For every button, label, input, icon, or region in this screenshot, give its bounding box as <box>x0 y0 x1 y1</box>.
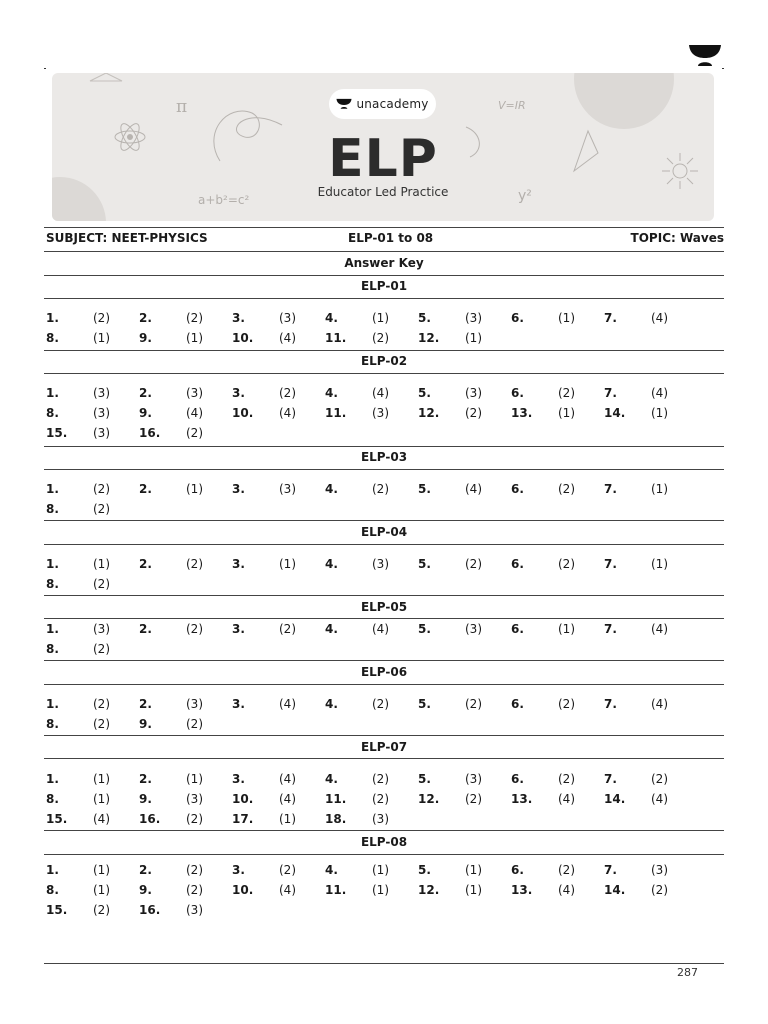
answer-option: (1) <box>651 406 668 420</box>
divider <box>44 446 724 447</box>
section-title: ELP-08 <box>360 835 408 849</box>
answer-option: (1) <box>465 883 482 897</box>
question-number: 8. <box>46 717 59 731</box>
answer-option: (4) <box>651 311 668 325</box>
divider <box>44 595 724 596</box>
answer-option: (2) <box>186 622 203 636</box>
question-number: 11. <box>325 406 347 420</box>
brand-name: unacademy <box>356 97 429 111</box>
question-number: 5. <box>418 386 431 400</box>
question-number: 2. <box>139 557 152 571</box>
answer-option: (4) <box>651 697 668 711</box>
answer-option: (4) <box>279 697 296 711</box>
answer-option: (3) <box>93 406 110 420</box>
answer-option: (3) <box>279 482 296 496</box>
question-number: 5. <box>418 772 431 786</box>
answer-option: (2) <box>186 717 203 731</box>
answer-option: (2) <box>93 482 110 496</box>
answer-option: (3) <box>279 311 296 325</box>
answer-option: (4) <box>651 386 668 400</box>
divider <box>44 251 724 252</box>
question-number: 1. <box>46 482 59 496</box>
answer-option: (1) <box>558 311 575 325</box>
question-number: 13. <box>511 792 533 806</box>
answer-option: (2) <box>372 697 389 711</box>
question-number: 2. <box>139 697 152 711</box>
footer-divider <box>44 963 724 964</box>
question-number: 9. <box>139 717 152 731</box>
question-number: 9. <box>139 883 152 897</box>
divider <box>44 373 724 374</box>
answer-option: (3) <box>186 697 203 711</box>
question-number: 15. <box>46 903 68 917</box>
question-number: 16. <box>139 426 161 440</box>
question-number: 13. <box>511 406 533 420</box>
question-number: 3. <box>232 697 245 711</box>
question-number: 5. <box>418 622 431 636</box>
answer-option: (2) <box>558 772 575 786</box>
answer-option: (2) <box>279 386 296 400</box>
question-number: 8. <box>46 642 59 656</box>
question-number: 7. <box>604 863 617 877</box>
question-number: 9. <box>139 331 152 345</box>
answer-option: (4) <box>558 883 575 897</box>
answer-option: (2) <box>186 883 203 897</box>
question-number: 3. <box>232 482 245 496</box>
question-number: 3. <box>232 863 245 877</box>
divider <box>44 520 724 521</box>
answer-option: (4) <box>651 792 668 806</box>
doodle-pi: π <box>176 97 188 117</box>
answer-option: (2) <box>558 697 575 711</box>
section-title: ELP-03 <box>360 450 408 464</box>
answer-option: (2) <box>651 883 668 897</box>
answer-option: (1) <box>465 863 482 877</box>
question-number: 1. <box>46 557 59 571</box>
answer-option: (3) <box>465 386 482 400</box>
question-number: 5. <box>418 482 431 496</box>
answer-option: (3) <box>186 903 203 917</box>
answer-option: (2) <box>279 622 296 636</box>
unacademy-logo <box>329 89 436 119</box>
question-number: 10. <box>232 792 254 806</box>
divider <box>44 298 724 299</box>
question-number: 14. <box>604 406 626 420</box>
question-number: 6. <box>511 697 524 711</box>
answer-option: (4) <box>279 772 296 786</box>
subject-row <box>46 231 724 247</box>
question-number: 4. <box>325 772 338 786</box>
answer-option: (1) <box>186 331 203 345</box>
divider <box>44 227 724 228</box>
answer-option: (2) <box>93 642 110 656</box>
answer-option: (1) <box>651 482 668 496</box>
question-number: 12. <box>418 883 440 897</box>
question-number: 4. <box>325 697 338 711</box>
question-number: 4. <box>325 622 338 636</box>
question-number: 2. <box>139 482 152 496</box>
answer-option: (4) <box>186 406 203 420</box>
question-number: 3. <box>232 386 245 400</box>
question-number: 1. <box>46 863 59 877</box>
answer-option: (2) <box>372 482 389 496</box>
answer-option: (2) <box>465 557 482 571</box>
question-number: 5. <box>418 863 431 877</box>
question-number: 1. <box>46 311 59 325</box>
question-number: 7. <box>604 622 617 636</box>
answer-option: (2) <box>93 697 110 711</box>
answer-option: (3) <box>93 386 110 400</box>
unacademy-icon <box>336 98 352 110</box>
banner-title: ELP <box>328 129 438 189</box>
divider <box>44 350 724 351</box>
section-title: ELP-02 <box>360 354 408 368</box>
answer-option: (2) <box>186 557 203 571</box>
question-number: 4. <box>325 863 338 877</box>
answer-option: (2) <box>186 863 203 877</box>
question-number: 14. <box>604 883 626 897</box>
answer-option: (1) <box>93 792 110 806</box>
question-number: 4. <box>325 482 338 496</box>
question-number: 2. <box>139 386 152 400</box>
question-number: 7. <box>604 311 617 325</box>
divider <box>44 684 724 685</box>
answer-option: (2) <box>279 863 296 877</box>
answer-option: (1) <box>372 863 389 877</box>
answer-option: (2) <box>93 311 110 325</box>
answer-option: (4) <box>372 386 389 400</box>
question-number: 18. <box>325 812 347 826</box>
elp-banner <box>52 73 714 221</box>
question-number: 15. <box>46 812 68 826</box>
answer-option: (4) <box>279 792 296 806</box>
answer-option: (4) <box>279 406 296 420</box>
answer-option: (2) <box>372 792 389 806</box>
answer-option: (2) <box>186 426 203 440</box>
section-title: ELP-05 <box>360 600 408 614</box>
answer-option: (1) <box>186 772 203 786</box>
question-number: 17. <box>232 812 254 826</box>
divider <box>44 830 724 831</box>
question-number: 7. <box>604 772 617 786</box>
answer-option: (1) <box>558 622 575 636</box>
answer-option: (2) <box>465 406 482 420</box>
question-number: 6. <box>511 863 524 877</box>
answer-option: (1) <box>372 311 389 325</box>
question-number: 12. <box>418 406 440 420</box>
answer-option: (4) <box>279 331 296 345</box>
answer-option: (3) <box>372 557 389 571</box>
doodle-pythagoras: a+b²=c² <box>198 193 250 207</box>
question-number: 10. <box>232 331 254 345</box>
question-number: 16. <box>139 812 161 826</box>
question-number: 6. <box>511 311 524 325</box>
question-number: 8. <box>46 883 59 897</box>
divider <box>44 735 724 736</box>
question-number: 12. <box>418 792 440 806</box>
answer-option: (1) <box>279 812 296 826</box>
section-title: ELP-04 <box>360 525 408 539</box>
divider <box>44 758 724 759</box>
answer-option: (2) <box>558 386 575 400</box>
question-number: 7. <box>604 482 617 496</box>
answer-option: (4) <box>372 622 389 636</box>
question-number: 2. <box>139 772 152 786</box>
question-number: 4. <box>325 557 338 571</box>
question-number: 9. <box>139 406 152 420</box>
question-number: 3. <box>232 772 245 786</box>
question-number: 10. <box>232 406 254 420</box>
divider <box>44 469 724 470</box>
question-number: 2. <box>139 311 152 325</box>
question-number: 1. <box>46 622 59 636</box>
unacademy-corner-logo-icon <box>688 44 722 68</box>
question-number: 8. <box>46 577 59 591</box>
question-number: 4. <box>325 311 338 325</box>
question-number: 6. <box>511 386 524 400</box>
answer-option: (1) <box>93 772 110 786</box>
answer-option: (2) <box>93 502 110 516</box>
question-number: 8. <box>46 331 59 345</box>
answer-option: (2) <box>93 903 110 917</box>
answer-option: (2) <box>93 577 110 591</box>
answer-option: (1) <box>465 331 482 345</box>
answer-option: (4) <box>93 812 110 826</box>
section-title: ELP-01 <box>360 279 408 293</box>
page-number: 287 <box>677 966 698 979</box>
question-number: 8. <box>46 406 59 420</box>
answer-option: (2) <box>93 717 110 731</box>
question-number: 13. <box>511 883 533 897</box>
question-number: 12. <box>418 331 440 345</box>
divider <box>44 660 724 661</box>
question-number: 4. <box>325 386 338 400</box>
answer-option: (2) <box>186 311 203 325</box>
section-title: ELP-07 <box>360 740 408 754</box>
question-number: 2. <box>139 622 152 636</box>
question-number: 1. <box>46 697 59 711</box>
question-number: 10. <box>232 883 254 897</box>
question-number: 7. <box>604 697 617 711</box>
divider <box>44 854 724 855</box>
question-number: 2. <box>139 863 152 877</box>
answer-option: (4) <box>558 792 575 806</box>
answer-option: (3) <box>465 311 482 325</box>
answer-option: (2) <box>186 812 203 826</box>
answer-option: (1) <box>93 863 110 877</box>
section-title: ELP-06 <box>360 665 408 679</box>
question-number: 6. <box>511 482 524 496</box>
answer-option: (3) <box>186 386 203 400</box>
question-number: 3. <box>232 311 245 325</box>
question-number: 3. <box>232 622 245 636</box>
answer-option: (3) <box>651 863 668 877</box>
question-number: 5. <box>418 697 431 711</box>
divider <box>44 275 724 276</box>
question-number: 16. <box>139 903 161 917</box>
question-number: 6. <box>511 622 524 636</box>
question-number: 5. <box>418 557 431 571</box>
question-number: 3. <box>232 557 245 571</box>
answer-option: (2) <box>651 772 668 786</box>
question-number: 11. <box>325 331 347 345</box>
answer-option: (1) <box>372 883 389 897</box>
answer-option: (1) <box>279 557 296 571</box>
answer-option: (4) <box>651 622 668 636</box>
crop-mark <box>722 68 724 69</box>
question-number: 1. <box>46 386 59 400</box>
question-number: 6. <box>511 557 524 571</box>
question-number: 14. <box>604 792 626 806</box>
divider <box>44 544 724 545</box>
question-number: 7. <box>604 557 617 571</box>
answer-option: (3) <box>93 622 110 636</box>
answer-option: (3) <box>372 812 389 826</box>
question-number: 1. <box>46 772 59 786</box>
answer-option: (2) <box>372 331 389 345</box>
answer-option: (2) <box>558 482 575 496</box>
answer-option: (3) <box>93 426 110 440</box>
question-number: 8. <box>46 502 59 516</box>
doodle-ohms-law: V=IR <box>498 99 526 112</box>
answer-option: (1) <box>651 557 668 571</box>
question-number: 11. <box>325 792 347 806</box>
answer-option: (3) <box>465 622 482 636</box>
answer-option: (1) <box>186 482 203 496</box>
answer-key-heading: Answer Key <box>344 256 424 270</box>
question-number: 15. <box>46 426 68 440</box>
banner-subtitle: Educator Led Practice <box>317 185 449 199</box>
elp-range-label: ELP-01 to 08 <box>348 231 434 245</box>
answer-option: (3) <box>372 406 389 420</box>
topic-label: TOPIC: Waves <box>630 231 724 245</box>
answer-option: (3) <box>186 792 203 806</box>
answer-option: (4) <box>279 883 296 897</box>
answer-option: (2) <box>465 792 482 806</box>
question-number: 8. <box>46 792 59 806</box>
divider <box>44 618 724 619</box>
answer-option: (2) <box>558 863 575 877</box>
question-number: 7. <box>604 386 617 400</box>
answer-option: (1) <box>93 557 110 571</box>
answer-option: (2) <box>465 697 482 711</box>
answer-option: (2) <box>372 772 389 786</box>
question-number: 5. <box>418 311 431 325</box>
answer-option: (1) <box>93 883 110 897</box>
answer-option: (1) <box>93 331 110 345</box>
subject-label: SUBJECT: NEET-PHYSICS <box>46 231 208 245</box>
answer-option: (4) <box>465 482 482 496</box>
answer-option: (1) <box>558 406 575 420</box>
answer-option: (3) <box>465 772 482 786</box>
doodle-y-squared: y² <box>518 188 532 204</box>
answer-option: (2) <box>558 557 575 571</box>
crop-mark <box>44 68 46 69</box>
question-number: 9. <box>139 792 152 806</box>
question-number: 11. <box>325 883 347 897</box>
question-number: 6. <box>511 772 524 786</box>
